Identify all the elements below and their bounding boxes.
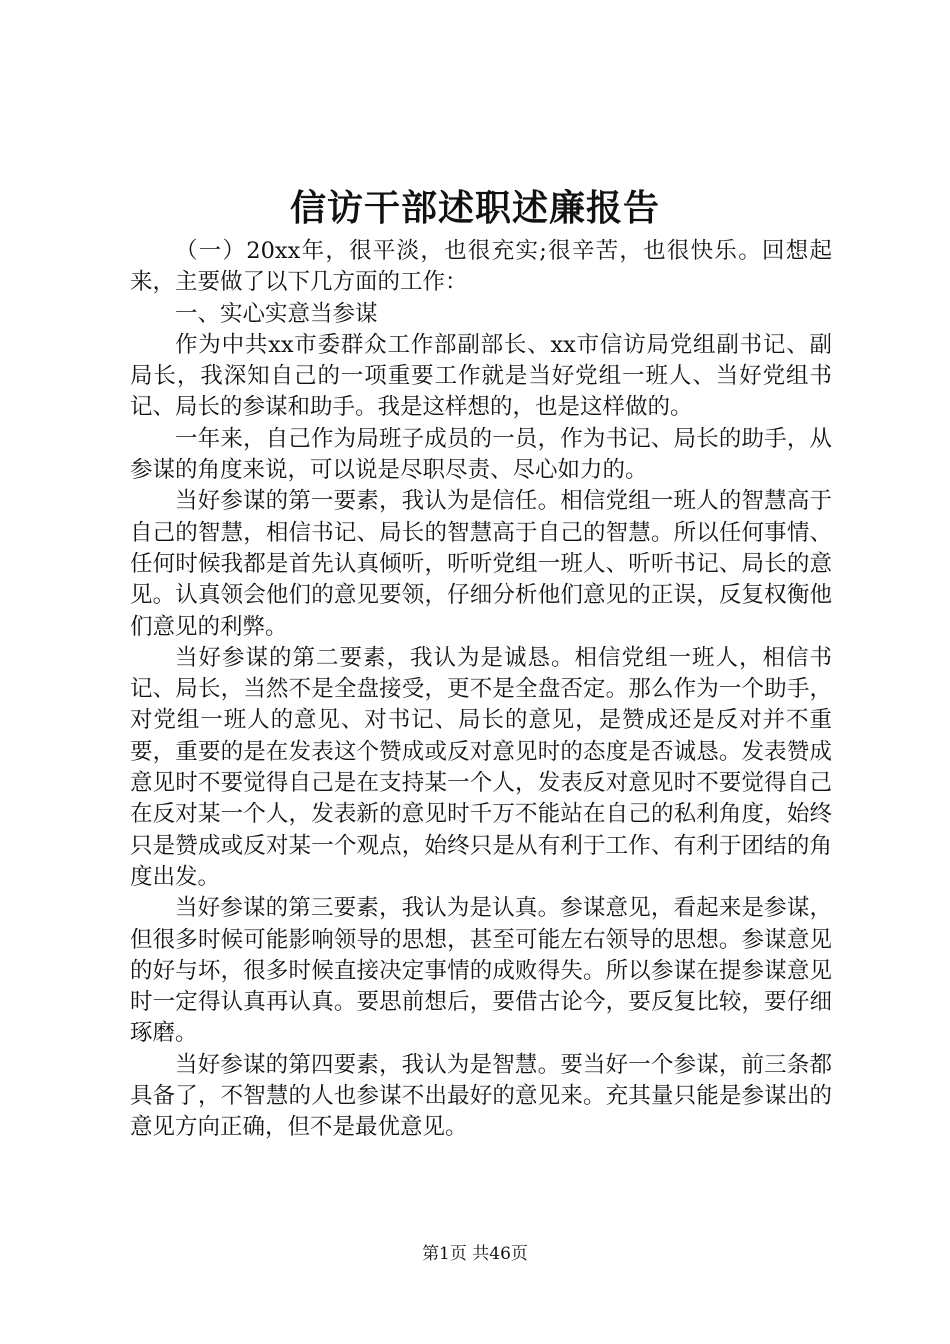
document-title: 信访干部述职述廉报告 <box>289 187 660 229</box>
page-number-footer: 第1页 共46页 <box>422 1244 528 1264</box>
paragraph-element-3: 当好参谋的第三要素，我认为是认真。参谋意见，看起来是参谋，但很多时候可能影响领导的思想，甚至可能左右领导的思想。参谋意见的好与坏，很多时候直接决定事情的成败得失。所以参谋在提参谋意见时一定得认真再认真。要思前想后，要借古论今，要反复比较，要仔细琢磨。 <box>130 895 832 1047</box>
section-heading: 一、实心实意当参谋 <box>175 300 378 327</box>
document-body <box>130 236 832 1144</box>
paragraph-element-1: 当好参谋的第一要素，我认为是信任。相信党组一班人的智慧高于自己的智慧，相信书记、局长的智慧高于自己的智慧。所以任何事情、任何时候我都是首先认真倾听，听听党组一班人、听听书记、局长的意见。认真领会他们的意见要领，仔细分析他们意见的正误，反复权衡他们意见的利弊。 <box>130 488 832 640</box>
paragraph-intro: （一）20xx年，很平淡，也很充实;很辛苦，也很快乐。回想起来，主要做了以下几方面的工作： <box>130 238 832 296</box>
paragraph-role: 作为中共xx市委群众工作部副部长、xx市信访局党组副书记、副局长，我深知自己的一项重要工作就是当好党组一班人、当好党组书记、局长的参谋和助手。我是这样想的，也是这样做的。 <box>130 331 832 421</box>
paragraph-year-review: 一年来，自己作为局班子成员的一员，作为书记、局长的助手，从参谋的角度来说，可以说是尽职尽责、尽心如力的。 <box>130 425 832 484</box>
paragraph-element-4: 当好参谋的第四要素，我认为是智慧。要当好一个参谋，前三条都具备了，不智慧的人也参谋不出最好的意见来。充其量只能是参谋出的意见方向正确，但不是最优意见。 <box>130 1051 832 1141</box>
paragraph-element-2: 当好参谋的第二要素，我认为是诚恳。相信党组一班人，相信书记、局长，当然不是全盘接受，更不是全盘否定。那么作为一个助手，对党组一班人的意见、对书记、局长的意见，是赞成还是反对并不重要，重要的是在发表这个赞成或反对意见时的态度是否诚恳。发表赞成意见时不要觉得自己是在支持某一个人，发表反对意见时不要觉得自己在反对某一个人，发表新的意见时千万不能站在自己的私利角度，始终只是赞成或反对某一个观点，始终只是从有利于工作、有利于团结的角度出发。 <box>130 644 832 890</box>
